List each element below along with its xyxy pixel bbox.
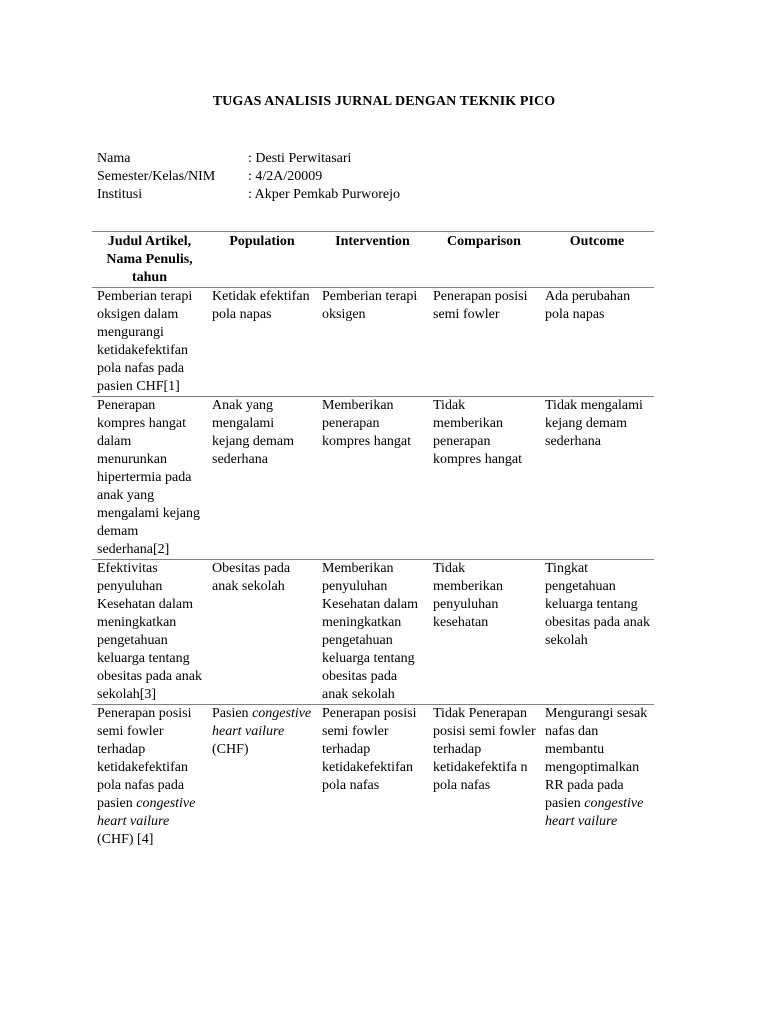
header-outcome: Outcome <box>540 232 654 288</box>
header-judul: Judul Artikel, Nama Penulis, tahun <box>92 232 207 288</box>
cell-intervention: Memberikan penerapan kompres hangat <box>317 397 428 560</box>
cell-comparison: Tidak memberikan penerapan kompres hangat <box>428 397 540 560</box>
table-row <box>92 705 654 850</box>
population-suffix-text: (CHF) <box>212 742 249 757</box>
info-row-semester <box>97 168 400 186</box>
population-text: Pasien <box>212 706 249 721</box>
info-label: Institusi <box>97 187 143 202</box>
cell-population <box>207 705 317 850</box>
cell-outcome: Ada perubahan pola napas <box>540 288 654 397</box>
cell-judul <box>92 705 207 850</box>
cell-judul: Pemberian terapi oksigen dalam mengurangi ketidakefektifan pola nafas pada pasien CHF[1] <box>92 288 207 397</box>
cell-judul: Penerapan kompres hangat dalam menurunkan hipertermia pada anak yang mengalami kejang demam sederhana[2] <box>92 397 207 560</box>
header-comparison: Comparison <box>428 232 540 288</box>
header-intervention: Intervention <box>317 232 428 288</box>
cell-population: Anak yang mengalami kejang demam sederhana <box>207 397 317 560</box>
table-row <box>92 288 654 397</box>
cell-comparison: Tidak Penerapan posisi semi fowler terhadap ketidakefektifa n pola nafas <box>433 706 536 793</box>
outcome-text: Mengurangi sesak nafas dan membantu mengoptimalkan RR pada pada pasien <box>545 706 648 811</box>
info-label: Semester/Kelas/NIM <box>97 169 216 184</box>
info-row-institusi <box>97 186 400 204</box>
pico-table <box>92 231 654 849</box>
cell-population: Obesitas pada anak sekolah <box>207 560 317 705</box>
judul-text: Penerapan posisi semi fowler terhadap ketidakefektifan pola nafas pada pasien <box>97 706 192 811</box>
info-row-nama <box>97 150 400 168</box>
cell-population: Ketidak efektifan pola napas <box>207 288 317 397</box>
cell-comparison: Tidak memberikan penyuluhan kesehatan <box>428 560 540 705</box>
judul-suffix-text: (CHF) [4] <box>97 832 154 847</box>
cell-intervention: Penerapan posisi semi fowler terhadap ketidakefektifan pola nafas <box>322 706 417 793</box>
cell-intervention: Pemberian terapi oksigen <box>317 288 428 397</box>
cell-outcome <box>540 705 654 850</box>
table-header-row <box>92 232 654 288</box>
cell-outcome: Tidak mengalami kejang demam sederhana <box>540 397 654 560</box>
student-info <box>97 150 400 204</box>
table-row <box>92 560 654 705</box>
population-italic-text: congestive heart vailure <box>212 706 312 739</box>
header-population: Population <box>207 232 317 288</box>
cell-judul: Efektivitas penyuluhan Kesehatan dalam meningkatkan pengetahuan keluarga tentang obesitas pada anak sekolah[3] <box>92 560 207 705</box>
outcome-italic-text: congestive heart vailure <box>545 796 644 829</box>
judul-italic-text: congestive heart vailure <box>97 796 196 829</box>
table-row <box>92 397 654 560</box>
info-value: : Akper Pemkab Purworejo <box>248 187 401 202</box>
document-title: TUGAS ANALISIS JURNAL DENGAN TEKNIK PICO <box>212 94 556 109</box>
cell-comparison: Penerapan posisi semi fowler <box>428 288 540 397</box>
info-value: : 4/2A/20009 <box>248 169 323 184</box>
cell-intervention: Memberikan penyuluhan Kesehatan dalam meningkatkan pengetahuan keluarga tentang obesitas pada anak sekolah <box>317 560 428 705</box>
info-label: Nama <box>97 151 131 166</box>
info-value: : Desti Perwitasari <box>248 151 352 166</box>
cell-outcome: Tingkat pengetahuan keluarga tentang obesitas pada anak sekolah <box>540 560 654 705</box>
